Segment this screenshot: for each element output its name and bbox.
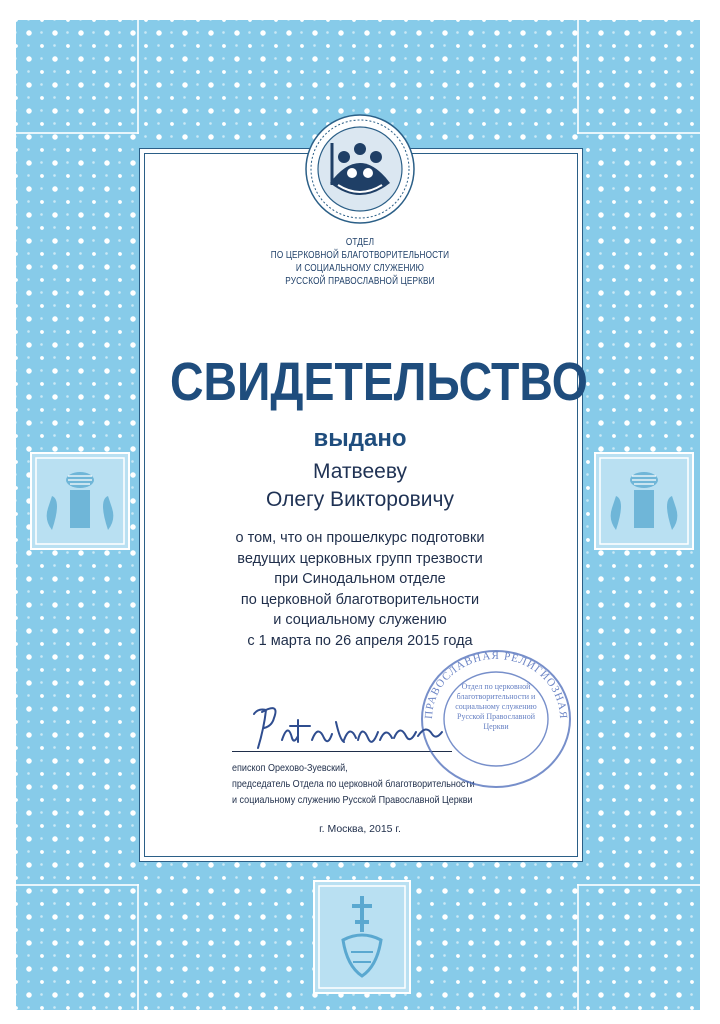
body-line: о том, что он прошелкурс подготовки <box>235 530 485 546</box>
certificate-title: СВИДЕТЕЛЬСТВО <box>169 352 588 412</box>
certificate-body <box>139 528 581 651</box>
cross-icon <box>315 882 409 992</box>
fish-bread-emblem-left <box>30 452 130 550</box>
cross-emblem-bottom <box>313 880 411 994</box>
signer-line: и социальному служению Русской Православной Церкви <box>232 794 473 806</box>
place-and-date: г. Москва, 2015 г. <box>319 823 401 835</box>
organization-line: РУССКОЙ ПРАВОСЛАВНОЙ ЦЕРКВИ <box>285 276 435 287</box>
body-line: ведущих церковных групп трезвости <box>237 550 483 567</box>
organization-line: ОТДЕЛ <box>345 237 375 248</box>
body-line: при Синодальном отделе <box>274 571 446 587</box>
body-line: по церковной благотворительности <box>240 591 480 608</box>
fish-bread-emblem-right <box>594 452 694 550</box>
organization-line: И СОЦИАЛЬНОМУ СЛУЖЕНИЮ <box>295 263 425 274</box>
handwritten-signature <box>232 700 452 760</box>
body-line: с 1 марта по 26 апреля 2015 года <box>247 632 473 649</box>
issued-label: выдано <box>313 425 407 452</box>
fish-bread-icon <box>596 454 692 548</box>
recipient-name <box>139 458 581 514</box>
recipient-surname: Матвееву <box>312 460 408 483</box>
body-line: и социальному служению <box>273 612 447 628</box>
signer-line: епископ Орехово-Зуевский, <box>232 762 348 774</box>
stamp-outer-text: ПРАВОСЛАВНАЯ РЕЛИГИОЗНАЯ <box>422 649 570 720</box>
fish-bread-icon <box>32 454 128 548</box>
recipient-given-names: Олегу Викторовичу <box>266 488 454 511</box>
organization-name <box>230 236 490 288</box>
organization-line: ПО ЦЕРКОВНОЙ БЛАГОТВОРИТЕЛЬНОСТИ <box>270 250 450 261</box>
department-seal-logo <box>304 113 416 225</box>
stamp-inner-text: Отдел по церковной благотворительности и социальному служению Русской Православной Церкви <box>455 682 537 731</box>
signer-line: председатель Отдела по церковной благотворительности <box>232 778 475 790</box>
